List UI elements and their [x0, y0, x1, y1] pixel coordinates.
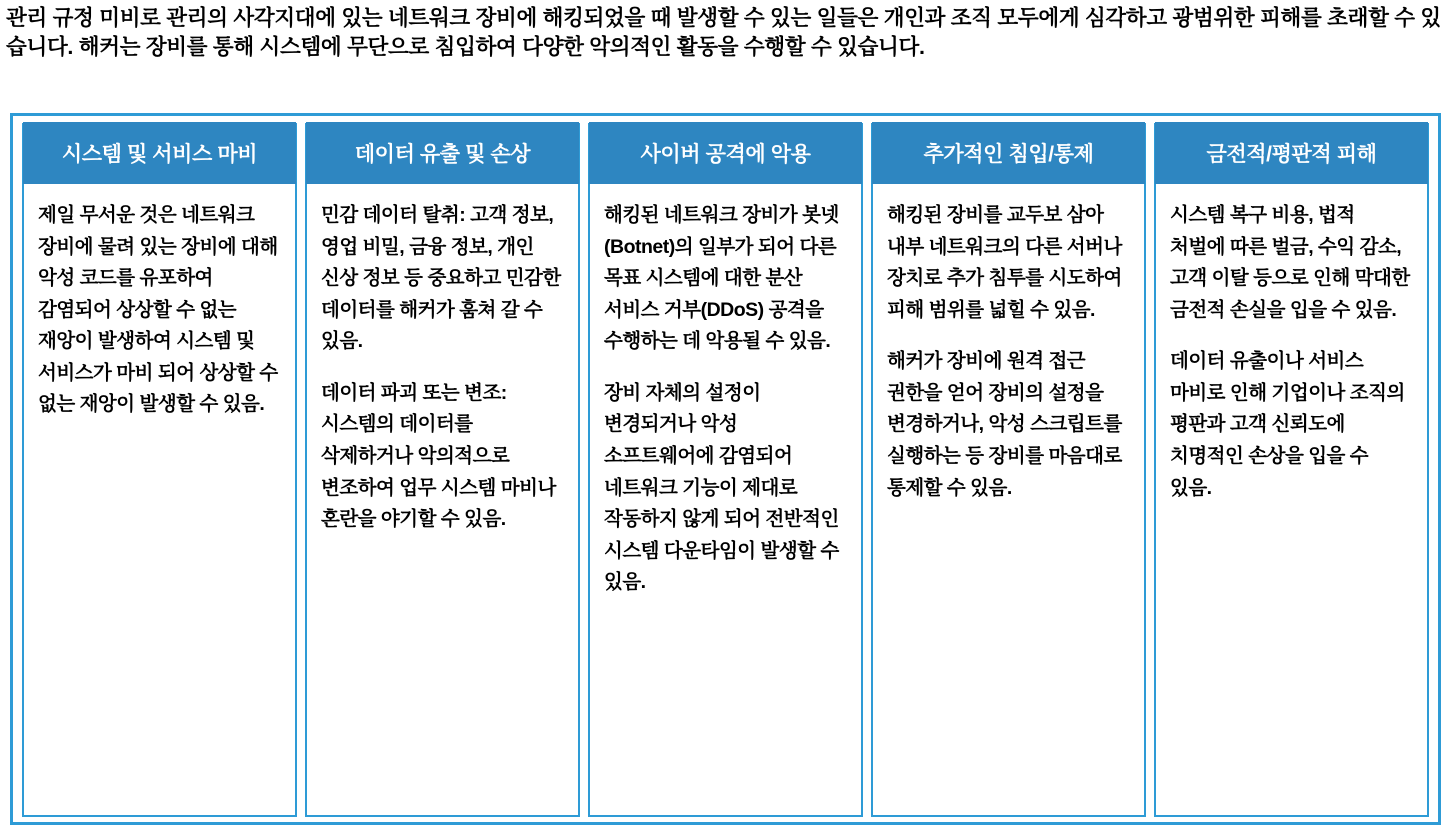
column-paragraph: 해커가 장비에 원격 접근 권한을 얻어 장비의 설정을 변경하거나, 악성 스크립트를 실행하는 등 장비를 마음대로 통제할 수 있음.	[887, 350, 1122, 499]
column-header: 데이터 유출 및 손상	[306, 122, 579, 184]
column-card	[871, 123, 1146, 817]
column-data-leak-damage	[301, 123, 584, 817]
column-paragraph: 해킹된 장비를 교두보 삼아 내부 네트워크의 다른 서버나 장치로 추가 침투를 시도하여 피해 범위를 넓힐 수 있음.	[887, 204, 1122, 321]
column-card	[1154, 123, 1429, 817]
column-paragraph: 데이터 유출이나 서비스 마비로 인해 기업이나 조직의 평판과 고객 신뢰도에 치명적인 손상을 입을 수 있음.	[1170, 350, 1405, 499]
column-header: 사이버 공격에 악용	[589, 122, 862, 184]
column-system-service-paralysis	[18, 123, 301, 817]
column-paragraph: 데이터 파괴 또는 변조: 시스템의 데이터를 삭제하거나 악의적으로 변조하여 업무 시스템 마비나 혼란을 야기할 수 있음.	[321, 381, 556, 531]
column-paragraph: 장비 자체의 설정이 변경되거나 악성 소프트웨어에 감염되어 네트워크 기능이 제대로 작동하지 않게 되어 전반적인 시스템 다운타임이 발생할 수 있음.	[604, 381, 839, 594]
column-cyber-attack-abuse	[584, 123, 867, 817]
column-header: 금전적/평판적 피해	[1155, 122, 1428, 184]
column-container	[13, 116, 1438, 822]
column-card	[22, 123, 297, 817]
column-body	[590, 184, 861, 815]
column-body	[1156, 184, 1427, 815]
column-body	[873, 184, 1144, 815]
column-paragraph: 민감 데이터 탈취: 고객 정보, 영업 비밀, 금융 정보, 개인 신상 정보 등 중요하고 민감한 데이터를 해커가 훔쳐 갈 수 있음.	[321, 204, 561, 353]
column-further-intrusion-control	[867, 123, 1150, 817]
column-header: 시스템 및 서비스 마비	[23, 122, 296, 184]
column-card	[588, 123, 863, 817]
column-paragraph: 시스템 복구 비용, 법적 처벌에 따른 벌금, 수익 감소, 고객 이탈 등으로 인해 막대한 금전적 손실을 입을 수 있음.	[1170, 204, 1410, 321]
intro-paragraph: 관리 규정 미비로 관리의 사각지대에 있는 네트워크 장비에 해킹되었을 때 발생할 수 있는 일들은 개인과 조직 모두에게 심각하고 광범위한 피해를 초래할 수 있습니다. 해커는 장비를 통해 시스템에 무단으로 침입하여 다양한 악의적인 활동을 수행할 수 있습니다.	[6, 6, 1441, 60]
column-body	[307, 184, 578, 815]
column-paragraph: 해킹된 네트워크 장비가 봇넷(Botnet)의 일부가 되어 다른 목표 시스템에 대한 분산 서비스 거부(DDoS) 공격을 수행하는 데 악용될 수 있음.	[604, 204, 839, 353]
column-paragraph: 제일 무서운 것은 네트워크 장비에 물려 있는 장비에 대해 악성 코드를 유포하여 감염되어 상상할 수 없는 재앙이 발생하여 시스템 및 서비스가 마비 되어 상상할 수 없는 재앙이 발생할 수 있음.	[38, 204, 278, 416]
column-body	[24, 184, 295, 815]
column-financial-reputational-damage	[1150, 123, 1433, 817]
column-header: 추가적인 침입/통제	[872, 122, 1145, 184]
column-card	[305, 123, 580, 817]
diagram-frame	[10, 113, 1441, 825]
